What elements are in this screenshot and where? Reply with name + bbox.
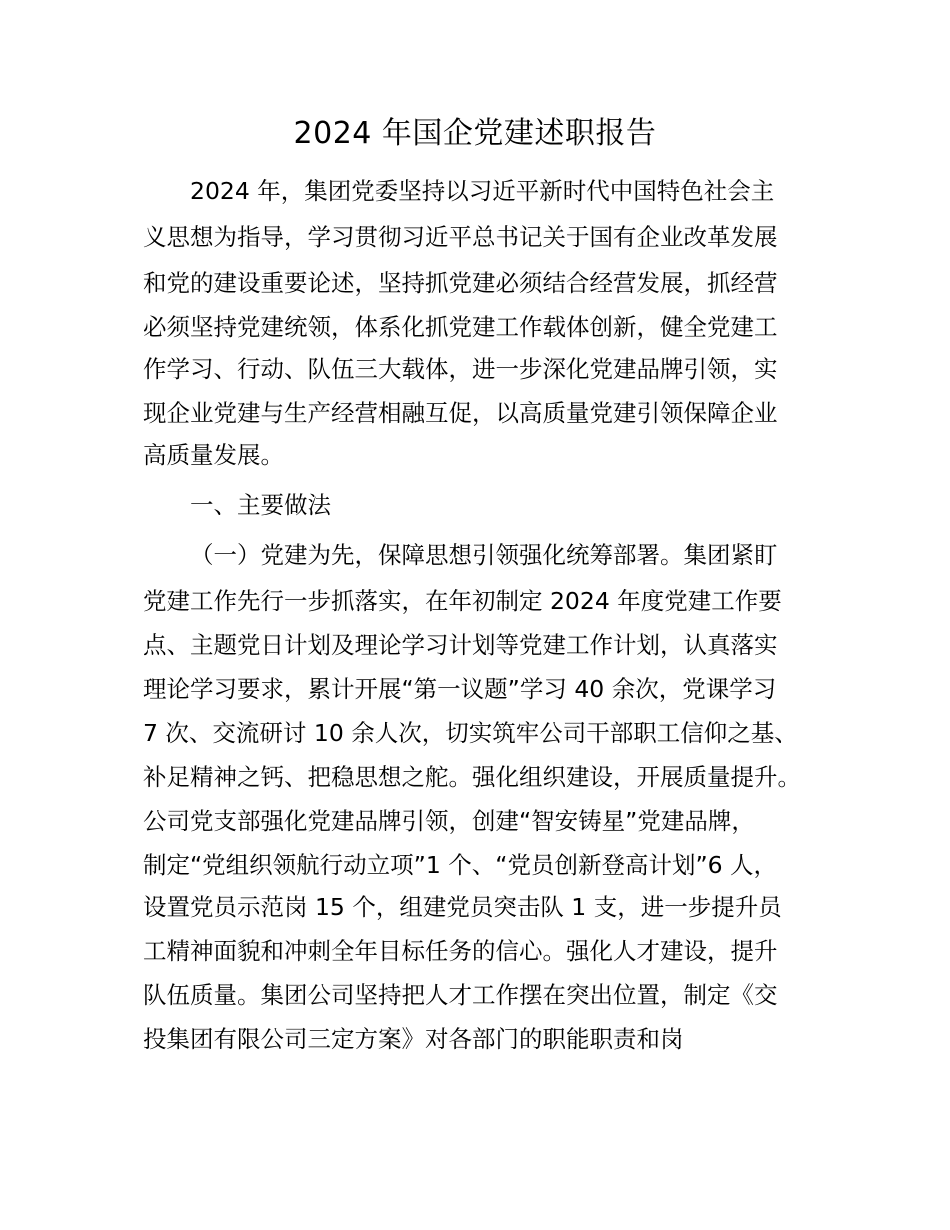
paragraph-line: 工精神面貌和冲刺全年目标任务的信心。强化人才建设，提升: [143, 937, 778, 965]
paragraph-line: 高质量发展。: [143, 441, 284, 469]
paragraph-line: 点、主题党日计划及理论学习计划等党建工作计划，认真落实: [143, 631, 778, 659]
paragraph-line: 作学习、行动、队伍三大载体，进一步深化党建品牌引领，实: [143, 355, 778, 383]
paragraph-first-line: 一、主要做法: [190, 491, 331, 519]
paragraph-line: 公司党支部强化党建品牌引领，创建“智安铸星”党建品牌，: [143, 807, 755, 835]
paragraph-line: 补足精神之钙、把稳思想之舵。强化组织建设，开展质量提升。: [143, 763, 801, 791]
paragraph-line: 和党的建设重要论述，坚持抓党建必须结合经营发展，抓经营: [143, 269, 778, 297]
paragraph-line: 理论学习要求，累计开展“第一议题”学习 40 余次，党课学习: [143, 675, 777, 703]
paragraph-first-line: （一）党建为先，保障思想引领强化统筹部署。集团紧盯: [190, 541, 778, 569]
paragraph-line: 党建工作先行一步抓落实，在年初制定 2024 年度党建工作要: [143, 587, 782, 615]
paragraph-line: 义思想为指导，学习贯彻习近平总书记关于国有企业改革发展: [143, 223, 778, 251]
paragraph-first-line: 2024 年，集团党委坚持以习近平新时代中国特色社会主: [190, 177, 775, 205]
paragraph-line: 设置党员示范岗 15 个，组建党员突击队 1 支，进一步提升员: [143, 893, 782, 921]
paragraph-line: 7 次、交流研讨 10 余人次，切实筑牢公司干部职工信仰之基、: [143, 719, 798, 747]
paragraph-line: 必须坚持党建统领，体系化抓党建工作载体创新，健全党建工: [143, 313, 778, 341]
paragraph-line: 制定“党组织领航行动立项”1 个、“党员创新登高计划”6 人，: [143, 851, 778, 879]
paragraph-line: 投集团有限公司三定方案》对各部门的职能职责和岗: [143, 1025, 684, 1053]
paragraph-line: 队伍质量。集团公司坚持把人才工作摆在突出位置，制定《交: [143, 981, 778, 1009]
document-title: 2024 年国企党建述职报告: [293, 116, 657, 151]
paragraph-line: 现企业党建与生产经营相融互促，以高质量党建引领保障企业: [143, 399, 778, 427]
